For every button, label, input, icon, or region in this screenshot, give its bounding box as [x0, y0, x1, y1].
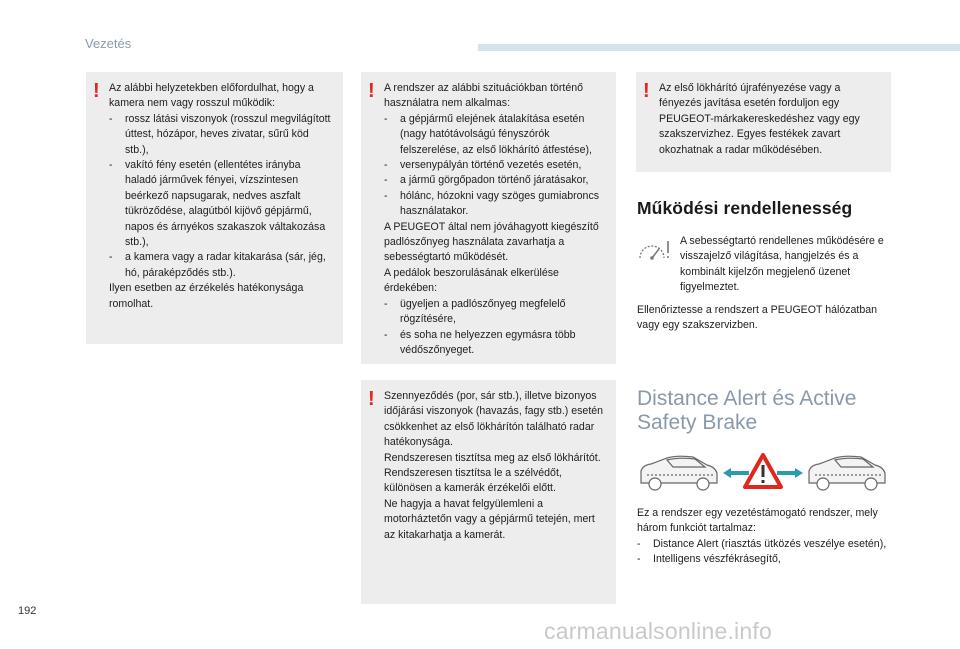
floor-mat-paragraph: A PEUGEOT által nem jóváhagyott kiegészítő padlószőnyeg használata zavarhatja a sebességtartó működését. — [384, 220, 599, 264]
distance-alert-title: Distance Alert és Active Safety Brake — [637, 387, 857, 434]
clean-bumper-paragraph: Rendszeresen tisztítsa meg az első lökhárítót. — [384, 451, 601, 464]
warning-exclamation-icon: ! — [368, 388, 375, 410]
malfunction-heading: Működési rendellenesség — [637, 198, 853, 218]
paint-warning-box — [636, 72, 891, 172]
list-item: - a kamera vagy a radar kitakarása (sár, jég, hó, páraképződés stb.). — [109, 251, 326, 279]
list-item: - vakító fény esetén (ellentétes irányba haladó járművek fényei, vízszintesen beérkező napsugarak, nedves aszfalt tükröződése, alagútból kijövő gépjármű, napos és árnyékos szakaszok váltakozása stb.), — [109, 159, 326, 249]
dirt-paragraph: Szennyeződés (por, sár stb.), illetve bizonyos időjárási viszonyok (havazás, fagy stb.) esetén csökkenhet az első lökhárítón található radar hatékonysága. — [384, 390, 604, 449]
list-item: - Intelligens vészfékrásegítő, — [637, 553, 781, 566]
warning-exclamation-icon: ! — [93, 80, 100, 102]
watermark: carmanualsonline.info — [544, 618, 772, 644]
distance-alert-intro: Ez a rendszer egy vezetéstámogató rendszer, mely három funkciót tartalmaz: - Distance Alert (riasztás ütközés veszélye esetén), - Intelligens vészfékrásegítő, — [637, 506, 895, 568]
list-item: - Distance Alert (riasztás ütközés veszélye esetén), — [637, 537, 887, 550]
camera-warning-intro: Az alábbi helyzetekben előfordulhat, hogy a kamera nem vagy rosszul működik: — [109, 82, 314, 110]
camera-warning-outro: Ilyen esetben az érzékelés hatékonysága romolhat. — [109, 282, 304, 310]
malfunction-icon-text: A sebességtartó rendellenes működésére e visszajelző világítása, hangjelzés és a kombinált kijelzőn megjelenő üzenet figyelmeztet. — [680, 235, 884, 294]
list-item: - és soha ne helyezzen egymásra több védőszőnyeget. — [384, 328, 576, 356]
clean-windscreen-paragraph: Rendszeresen tisztítsa le a szélvédőt, különösen a kamerák érzékelői előtt. — [384, 467, 562, 495]
list-item: - ügyeljen a padlószőnyeg megfelelő rögzítésére, — [384, 297, 566, 326]
list-item: - rossz látási viszonyok (rosszul megvilágított úttest, hózápor, heves zivatar, sűrű köd stb.), — [109, 112, 331, 156]
paint-warning-text: Az első lökhárító újrafényezése vagy a fényezés javítása esetén forduljon egy PEUGEOT-márkakereskedéshez vagy egy szakszervizhez. Egyes festékek zavart okozhatnak a radar működésében. — [659, 82, 860, 156]
usage-warning-intro: A rendszer az alábbi szituációkban történő használatra nem alkalmas: — [384, 82, 584, 110]
speedometer-warning-icon — [637, 236, 671, 264]
page-number: 192 — [18, 605, 37, 617]
list-item: - a gépjármű elejének átalakítása esetén (nagy hatótávolságú fényszórók felszerelése, az első lökhárító átfestése), — [384, 112, 592, 156]
list-item: - versenypályán történő vezetés esetén, — [384, 159, 582, 172]
dirt-warning-box — [361, 380, 616, 604]
snow-paragraph: Ne hagyja a havat felgyülemleni a motorháztetőn vagy a gépjármű tetején, mert az kitakarhatja a kamerát. — [384, 497, 595, 541]
two-cars-collision-warning-icon — [637, 449, 889, 497]
malfunction-check-text: Ellenőriztesse a rendszert a PEUGEOT hálózatban vagy egy szakszervizben. — [637, 304, 878, 332]
list-item: - hólánc, hózokni vagy szöges gumiabroncs használatakor. — [384, 189, 600, 218]
pedal-paragraph: A pedálok beszorulásának elkerülése érdekében: — [384, 266, 559, 295]
warning-exclamation-icon: ! — [643, 80, 650, 102]
header-bar — [478, 44, 960, 51]
camera-warning-box — [86, 72, 343, 344]
warning-exclamation-icon: ! — [368, 80, 375, 102]
usage-warning-box — [361, 72, 616, 364]
list-item: - a jármű görgőpadon történő járatásakor, — [384, 174, 589, 187]
section-header: Vezetés — [85, 36, 132, 51]
